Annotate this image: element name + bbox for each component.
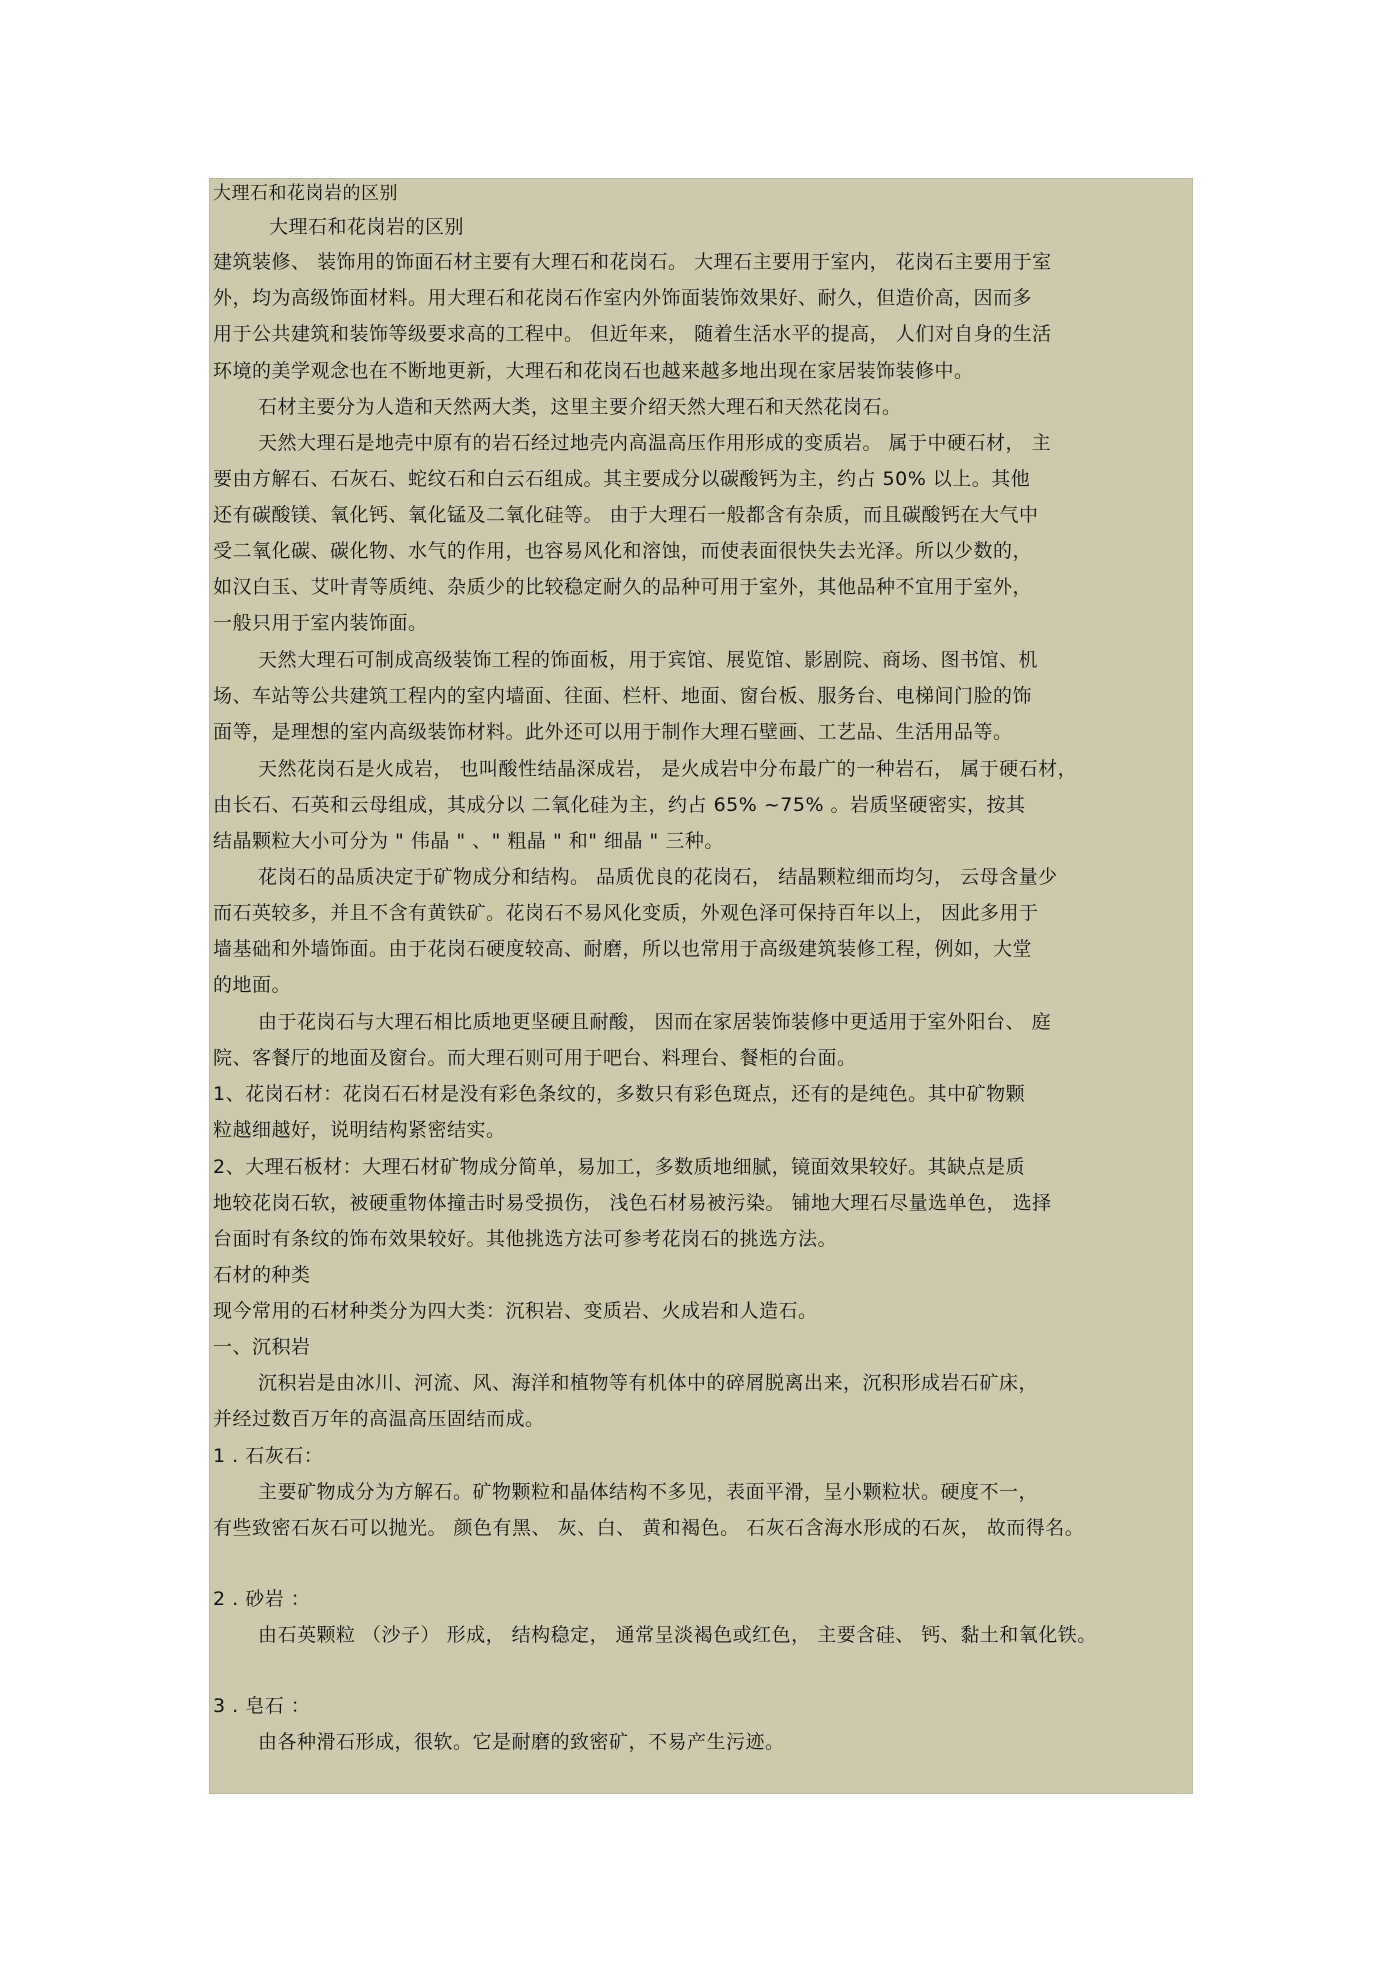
text-line: 面等，是理想的室内高级装饰材料。此外还可以用于制作大理石壁画、工艺品、生活用品等。 [213,721,1013,743]
text-line: 2、大理石板材：大理石材矿物成分简单，易加工，多数质地细腻，镜面效果较好。其缺点是质 [213,1156,1026,1178]
text-line: 一般只用于室内装饰面。 [213,612,428,634]
text-line: 1、花岗石材：花岗石石材是没有彩色条纹的，多数只有彩色斑点，还有的是纯色。其中矿物颗 [213,1083,1026,1105]
text-line: 受二氧化碳、碳化物、水气的作用，也容易风化和溶蚀，而使表面很快失去光泽。所以少数的， [213,540,1033,562]
text-line: 用于公共建筑和装饰等级要求高的工程中。 但近年来， 随着生活水平的提高， 人们对自身的生活 [213,323,1052,345]
subsection-heading: 1 . 石灰石： [213,1445,324,1467]
section-heading: 一、沉积岩 [213,1336,311,1358]
text-line: 天然花岗石是火成岩， 也叫酸性结晶深成岩， 是火成岩中分布最广的一种岩石， 属于硬石材， [258,758,1078,780]
subsection-heading: 3 . 皂石 ： [213,1695,311,1717]
text-line: 而石英较多，并且不含有黄铁矿。花岗石不易风化变质，外观色泽可保持百年以上， 因此多用于 [213,902,1039,924]
text-line: 地较花岗石软，被硬重物体撞击时易受损伤， 浅色石材易被污染。 铺地大理石尽量选单色， 选择 [213,1192,1052,1214]
document-title: 大理石和花岗岩的区别 [213,183,398,204]
text-line: 天然大理石是地壳中原有的岩石经过地壳内高温高压作用形成的变质岩。 属于中硬石材， 主 [258,432,1052,454]
text-line: 石材主要分为人造和天然两大类，这里主要介绍天然大理石和天然花岗石。 [258,396,902,418]
text-line: 天然大理石可制成高级装饰工程的饰面板，用于宾馆、展览馆、影剧院、商场、图书馆、机 [258,649,1039,671]
text-line: 外，均为高级饰面材料。用大理石和花岗石作室内外饰面装饰效果好、耐久，但造价高，因而多 [213,287,1033,309]
text-line: 粒越细越好，说明结构紧密结实。 [213,1119,506,1141]
text-line: 结晶颗粒大小可分为 " 伟晶 " 、" 粗晶 " 和" 细晶 " 三种。 [213,830,724,852]
text-line: 场、车站等公共建筑工程内的室内墙面、往面、栏杆、地面、窗台板、服务台、电梯间门脸的饰 [213,685,1033,707]
text-line: 墙基础和外墙饰面。由于花岗石硬度较高、耐磨，所以也常用于高级建筑装修工程，例如，大堂 [213,938,1033,960]
text-line: 花岗石的品质决定于矿物成分和结构。 品质优良的花岗石， 结晶颗粒细而均匀， 云母含量少 [258,866,1058,888]
text-line: 有些致密石灰石可以抛光。 颜色有黑、 灰、白、 黄和褐色。 石灰石含海水形成的石灰， 故而得名。 [213,1517,1085,1539]
text-line: 建筑装修、 装饰用的饰面石材主要有大理石和花岗石。 大理石主要用于室内， 花岗石主要用于室 [213,251,1052,273]
text-line: 如汉白玉、艾叶青等质纯、杂质少的比较稳定耐久的品种可用于室外，其他品种不宜用于室外， [213,576,1033,598]
text-line: 还有碳酸镁、氧化钙、氧化锰及二氧化硅等。 由于大理石一般都含有杂质，而且碳酸钙在大气中 [213,504,1039,526]
text-line: 要由方解石、石灰石、蛇纹石和白云石组成。其主要成分以碳酸钙为主，约占 50% 以上。其他 [213,468,1031,490]
text-line: 沉积岩是由冰川、河流、风、海洋和植物等有机体中的碎屑脱离出来，沉积形成岩石矿床， [258,1372,1039,1394]
section-heading: 石材的种类 [213,1264,311,1286]
text-line: 由各种滑石形成，很软。它是耐磨的致密矿，不易产生污迹。 [258,1731,785,1753]
text-line: 环境的美学观念也在不断地更新，大理石和花岗石也越来越多地出现在家居装饰装修中。 [213,360,974,382]
text-line: 院、客餐厅的地面及窗台。而大理石则可用于吧台、料理台、餐柜的台面。 [213,1047,857,1069]
text-line: 的地面。 [213,974,292,996]
document-heading: 大理石和花岗岩的区别 [269,216,465,238]
text-line: 现今常用的石材种类分为四大类：沉积岩、变质岩、火成岩和人造石。 [213,1300,818,1322]
text-line: 由长石、石英和云母组成，其成分以 二氧化硅为主，约占 65% ~75% 。岩质坚硬密实，按其 [213,794,1026,816]
text-line: 主要矿物成分为方解石。矿物颗粒和晶体结构不多见，表面平滑，呈小颗粒状。硬度不一， [258,1481,1039,1503]
text-line: 由石英颗粒 （沙子） 形成， 结构稳定， 通常呈淡褐色或红色， 主要含硅、 钙、黏土和氧化铁。 [258,1624,1097,1646]
subsection-heading: 2 . 砂岩 ： [213,1588,311,1610]
text-line: 由于花岗石与大理石相比质地更坚硬且耐酸， 因而在家居装饰装修中更适用于室外阳台、 庭 [258,1011,1052,1033]
document-panel [209,178,1193,1794]
text-line: 台面时有条纹的饰布效果较好。其他挑选方法可参考花岗石的挑选方法。 [213,1228,838,1250]
text-line: 并经过数百万年的高温高压固结而成。 [213,1408,545,1430]
